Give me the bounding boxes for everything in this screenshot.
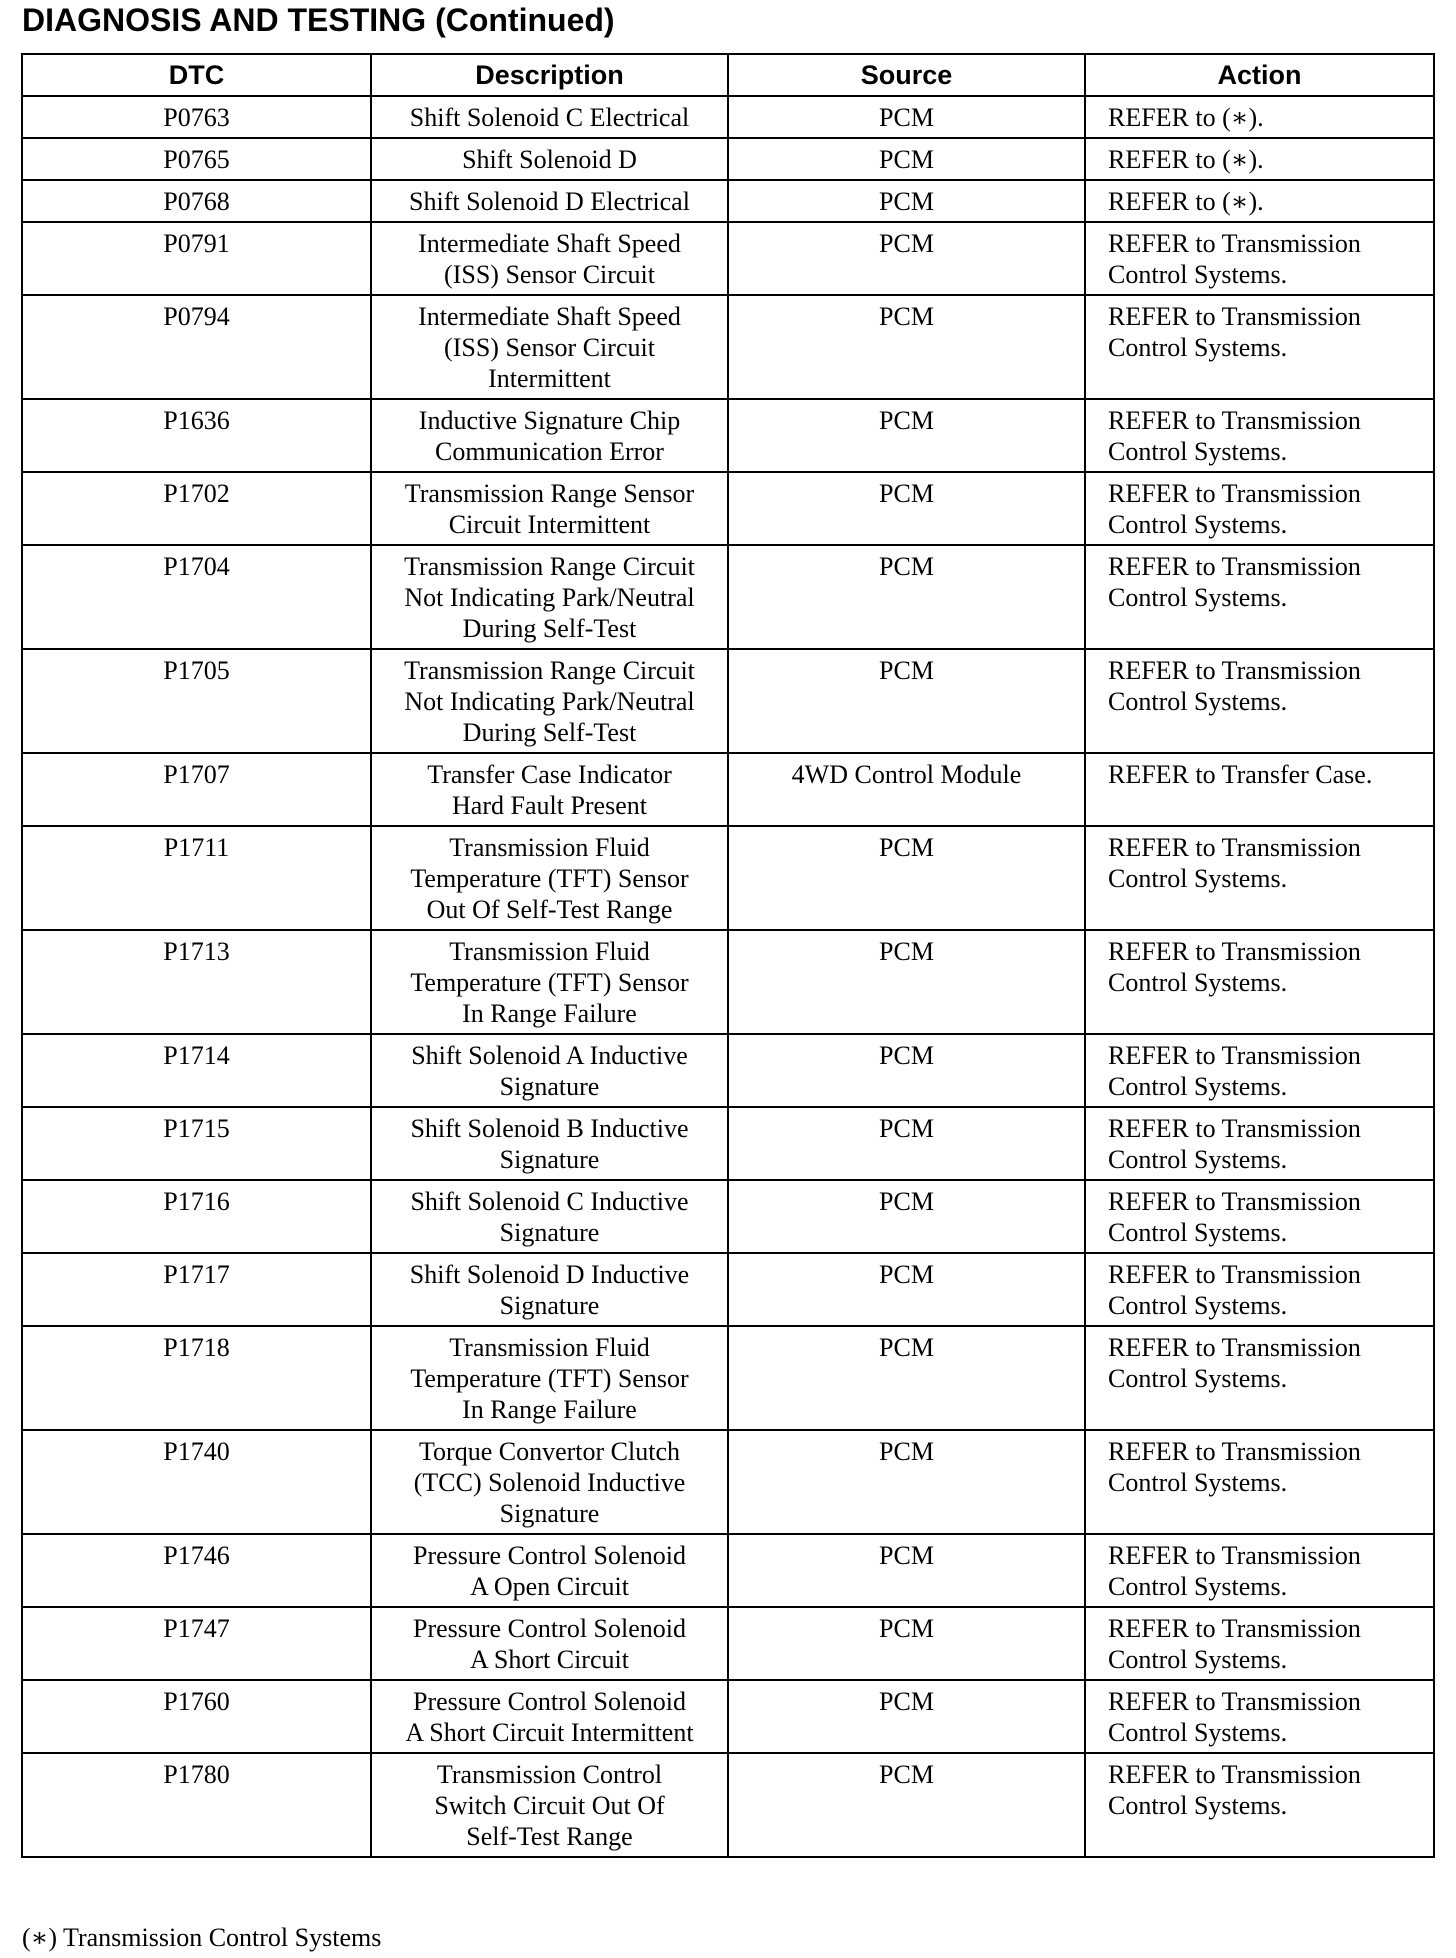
dtc-cell: P1704 — [22, 545, 371, 649]
description-cell — [371, 222, 728, 295]
source-cell: PCM — [728, 1253, 1085, 1326]
description-line: Signature — [499, 1072, 600, 1101]
description-line: Not Indicating Park/Neutral — [404, 583, 695, 612]
description-line: Shift Solenoid D Electrical — [409, 187, 690, 216]
source-cell: PCM — [728, 826, 1085, 930]
action-line: Control Systems. — [1108, 1218, 1288, 1247]
description-cell — [371, 1680, 728, 1753]
source-cell: PCM — [728, 1534, 1085, 1607]
action-line: Control Systems. — [1108, 1645, 1288, 1674]
table-row — [22, 1107, 1434, 1180]
source-cell: PCM — [728, 1430, 1085, 1534]
source-cell: PCM — [728, 930, 1085, 1034]
action-line: Control Systems. — [1108, 437, 1288, 466]
dtc-cell: P0794 — [22, 295, 371, 399]
description-line: Intermediate Shaft Speed — [418, 302, 681, 331]
description-line: During Self-Test — [462, 718, 637, 747]
action-line: REFER to Transmission — [1108, 1687, 1361, 1716]
dtc-cell: P0763 — [22, 96, 371, 138]
action-line: REFER to Transmission — [1108, 229, 1361, 258]
description-line: Shift Solenoid A Inductive — [411, 1041, 688, 1070]
action-line: Control Systems. — [1108, 968, 1288, 997]
action-line: REFER to Transfer Case. — [1108, 760, 1373, 789]
dtc-cell: P1760 — [22, 1680, 371, 1753]
action-cell — [1085, 1107, 1434, 1180]
table-row — [22, 1180, 1434, 1253]
action-line: Control Systems. — [1108, 1572, 1288, 1601]
description-cell — [371, 472, 728, 545]
description-cell — [371, 649, 728, 753]
table-row — [22, 826, 1434, 930]
action-line: Control Systems. — [1108, 1364, 1288, 1393]
description-line: Inductive Signature Chip — [418, 406, 681, 435]
source-cell: PCM — [728, 1034, 1085, 1107]
dtc-cell: P1713 — [22, 930, 371, 1034]
action-line: REFER to Transmission — [1108, 1333, 1361, 1362]
action-cell — [1085, 180, 1434, 222]
action-line: Control Systems. — [1108, 1072, 1288, 1101]
action-line: REFER to Transmission — [1108, 833, 1361, 862]
action-line: Control Systems. — [1108, 510, 1288, 539]
action-line: REFER to Transmission — [1108, 1041, 1361, 1070]
description-line: Pressure Control Solenoid — [413, 1687, 686, 1716]
description-line: Pressure Control Solenoid — [413, 1541, 686, 1570]
action-cell — [1085, 1034, 1434, 1107]
description-line: Hard Fault Present — [452, 791, 647, 820]
table-row — [22, 472, 1434, 545]
description-line: (ISS) Sensor Circuit — [444, 260, 655, 289]
description-cell — [371, 1107, 728, 1180]
action-line: Control Systems. — [1108, 864, 1288, 893]
description-cell — [371, 295, 728, 399]
action-line: Control Systems. — [1108, 1718, 1288, 1747]
source-cell: PCM — [728, 399, 1085, 472]
table-row — [22, 545, 1434, 649]
dtc-cell: P1716 — [22, 1180, 371, 1253]
dtc-cell: P1718 — [22, 1326, 371, 1430]
action-cell — [1085, 1430, 1434, 1534]
dtc-cell: P1740 — [22, 1430, 371, 1534]
description-line: Shift Solenoid C Inductive — [410, 1187, 689, 1216]
action-line: Control Systems. — [1108, 260, 1288, 289]
action-line: Control Systems. — [1108, 1291, 1288, 1320]
description-line: Transmission Range Circuit — [404, 552, 695, 581]
description-cell — [371, 1607, 728, 1680]
table-row — [22, 1534, 1434, 1607]
source-cell: PCM — [728, 295, 1085, 399]
page-title: DIAGNOSIS AND TESTING (Continued) — [22, 2, 615, 38]
dtc-table — [21, 53, 1435, 1858]
action-line: REFER to Transmission — [1108, 479, 1361, 508]
action-cell — [1085, 1680, 1434, 1753]
action-line: Control Systems. — [1108, 583, 1288, 612]
table-row — [22, 96, 1434, 138]
table-row — [22, 222, 1434, 295]
table-row — [22, 399, 1434, 472]
description-line: Out Of Self-Test Range — [426, 895, 673, 924]
description-cell — [371, 753, 728, 826]
action-line: REFER to Transmission — [1108, 1760, 1361, 1789]
table-row — [22, 1753, 1434, 1857]
source-cell: PCM — [728, 545, 1085, 649]
action-line: Control Systems. — [1108, 333, 1288, 362]
table-row — [22, 649, 1434, 753]
description-line: A Open Circuit — [470, 1572, 629, 1601]
source-cell: 4WD Control Module — [728, 753, 1085, 826]
action-line: REFER to (∗). — [1108, 103, 1264, 132]
dtc-cell: P1717 — [22, 1253, 371, 1326]
source-cell: PCM — [728, 222, 1085, 295]
description-line: A Short Circuit Intermittent — [405, 1718, 694, 1747]
dtc-cell: P1780 — [22, 1753, 371, 1857]
description-cell — [371, 1034, 728, 1107]
description-line: Shift Solenoid D — [462, 145, 637, 174]
source-cell: PCM — [728, 1107, 1085, 1180]
description-line: Signature — [499, 1291, 600, 1320]
action-cell — [1085, 1253, 1434, 1326]
action-line: REFER to Transmission — [1108, 552, 1361, 581]
table-row — [22, 180, 1434, 222]
description-line: In Range Failure — [462, 999, 637, 1028]
dtc-cell: P1715 — [22, 1107, 371, 1180]
action-line: Control Systems. — [1108, 1468, 1288, 1497]
action-cell — [1085, 930, 1434, 1034]
description-line: In Range Failure — [462, 1395, 637, 1424]
dtc-cell: P1636 — [22, 399, 371, 472]
action-line: REFER to Transmission — [1108, 1114, 1361, 1143]
dtc-cell: P1702 — [22, 472, 371, 545]
description-cell — [371, 930, 728, 1034]
source-cell: PCM — [728, 1326, 1085, 1430]
description-cell — [371, 1430, 728, 1534]
source-cell: PCM — [728, 180, 1085, 222]
source-cell: PCM — [728, 96, 1085, 138]
action-line: REFER to Transmission — [1108, 1187, 1361, 1216]
dtc-cell: P0768 — [22, 180, 371, 222]
action-line: Control Systems. — [1108, 1145, 1288, 1174]
action-cell — [1085, 222, 1434, 295]
description-line: Temperature (TFT) Sensor — [410, 864, 689, 893]
description-line: Signature — [499, 1218, 600, 1247]
description-line: Transmission Fluid — [449, 937, 650, 966]
action-cell — [1085, 472, 1434, 545]
description-cell — [371, 1180, 728, 1253]
action-line: REFER to Transmission — [1108, 1260, 1361, 1289]
action-cell — [1085, 545, 1434, 649]
description-cell — [371, 96, 728, 138]
description-cell — [371, 1253, 728, 1326]
description-line: Shift Solenoid D Inductive — [409, 1260, 690, 1289]
description-line: Circuit Intermittent — [448, 510, 651, 539]
source-cell: PCM — [728, 1180, 1085, 1253]
description-line: Pressure Control Solenoid — [413, 1614, 686, 1643]
description-cell — [371, 138, 728, 180]
description-line: (TCC) Solenoid Inductive — [413, 1468, 686, 1497]
table-row — [22, 1034, 1434, 1107]
table-body — [22, 96, 1434, 1857]
description-line: Self-Test Range — [466, 1822, 633, 1851]
description-line: Shift Solenoid B Inductive — [410, 1114, 689, 1143]
action-cell — [1085, 1326, 1434, 1430]
action-cell — [1085, 1534, 1434, 1607]
description-cell — [371, 180, 728, 222]
description-line: Temperature (TFT) Sensor — [410, 1364, 689, 1393]
action-line: REFER to Transmission — [1108, 656, 1361, 685]
description-line: Torque Convertor Clutch — [418, 1437, 680, 1466]
action-line: Control Systems. — [1108, 1791, 1288, 1820]
description-line: A Short Circuit — [470, 1645, 629, 1674]
description-cell — [371, 826, 728, 930]
source-cell: PCM — [728, 472, 1085, 545]
action-line: REFER to (∗). — [1108, 145, 1264, 174]
action-cell — [1085, 96, 1434, 138]
dtc-cell: P1747 — [22, 1607, 371, 1680]
action-line: REFER to (∗). — [1108, 187, 1264, 216]
description-line: Intermittent — [488, 364, 611, 393]
column-header-dtc: DTC — [22, 54, 371, 96]
dtc-cell: P1705 — [22, 649, 371, 753]
dtc-cell: P0791 — [22, 222, 371, 295]
footnote: (∗) Transmission Control Systems — [22, 1923, 382, 1952]
dtc-cell: P0765 — [22, 138, 371, 180]
table-row — [22, 1326, 1434, 1430]
action-cell — [1085, 1607, 1434, 1680]
column-header-source: Source — [728, 54, 1085, 96]
description-line: Switch Circuit Out Of — [434, 1791, 665, 1820]
description-line: Temperature (TFT) Sensor — [410, 968, 689, 997]
dtc-cell: P1707 — [22, 753, 371, 826]
table-row — [22, 930, 1434, 1034]
dtc-cell: P1711 — [22, 826, 371, 930]
action-cell — [1085, 138, 1434, 180]
description-line: Communication Error — [435, 437, 664, 466]
description-line: Intermediate Shaft Speed — [418, 229, 681, 258]
description-line: Signature — [499, 1145, 600, 1174]
description-line: Transmission Fluid — [449, 833, 650, 862]
column-header-action: Action — [1085, 54, 1434, 96]
dtc-cell: P1714 — [22, 1034, 371, 1107]
description-line: Transmission Range Circuit — [404, 656, 695, 685]
table-row — [22, 295, 1434, 399]
action-line: REFER to Transmission — [1108, 406, 1361, 435]
column-header-description: Description — [371, 54, 728, 96]
action-cell — [1085, 649, 1434, 753]
action-cell — [1085, 295, 1434, 399]
action-cell — [1085, 399, 1434, 472]
action-line: Control Systems. — [1108, 687, 1288, 716]
action-line: REFER to Transmission — [1108, 1614, 1361, 1643]
description-line: Transfer Case Indicator — [427, 760, 672, 789]
description-line: (ISS) Sensor Circuit — [444, 333, 655, 362]
description-line: Signature — [499, 1499, 600, 1528]
description-cell — [371, 399, 728, 472]
table-row — [22, 138, 1434, 180]
description-cell — [371, 545, 728, 649]
action-line: REFER to Transmission — [1108, 302, 1361, 331]
action-cell — [1085, 1180, 1434, 1253]
source-cell: PCM — [728, 1680, 1085, 1753]
table-row — [22, 1607, 1434, 1680]
action-cell — [1085, 753, 1434, 826]
action-line: REFER to Transmission — [1108, 1541, 1361, 1570]
description-line: Shift Solenoid C Electrical — [409, 103, 690, 132]
description-line: Transmission Range Sensor — [404, 479, 695, 508]
description-cell — [371, 1753, 728, 1857]
description-cell — [371, 1534, 728, 1607]
table-row — [22, 1430, 1434, 1534]
action-line: REFER to Transmission — [1108, 1437, 1361, 1466]
source-cell: PCM — [728, 649, 1085, 753]
description-line: Transmission Fluid — [449, 1333, 650, 1362]
description-line: Transmission Control — [436, 1760, 663, 1789]
source-cell: PCM — [728, 1753, 1085, 1857]
table-header-row — [22, 54, 1434, 96]
action-line: REFER to Transmission — [1108, 937, 1361, 966]
source-cell: PCM — [728, 1607, 1085, 1680]
description-line: Not Indicating Park/Neutral — [404, 687, 695, 716]
description-line: During Self-Test — [462, 614, 637, 643]
source-cell: PCM — [728, 138, 1085, 180]
dtc-cell: P1746 — [22, 1534, 371, 1607]
table-row — [22, 1253, 1434, 1326]
table-row — [22, 753, 1434, 826]
description-cell — [371, 1326, 728, 1430]
action-cell — [1085, 1753, 1434, 1857]
table-row — [22, 1680, 1434, 1753]
action-cell — [1085, 826, 1434, 930]
